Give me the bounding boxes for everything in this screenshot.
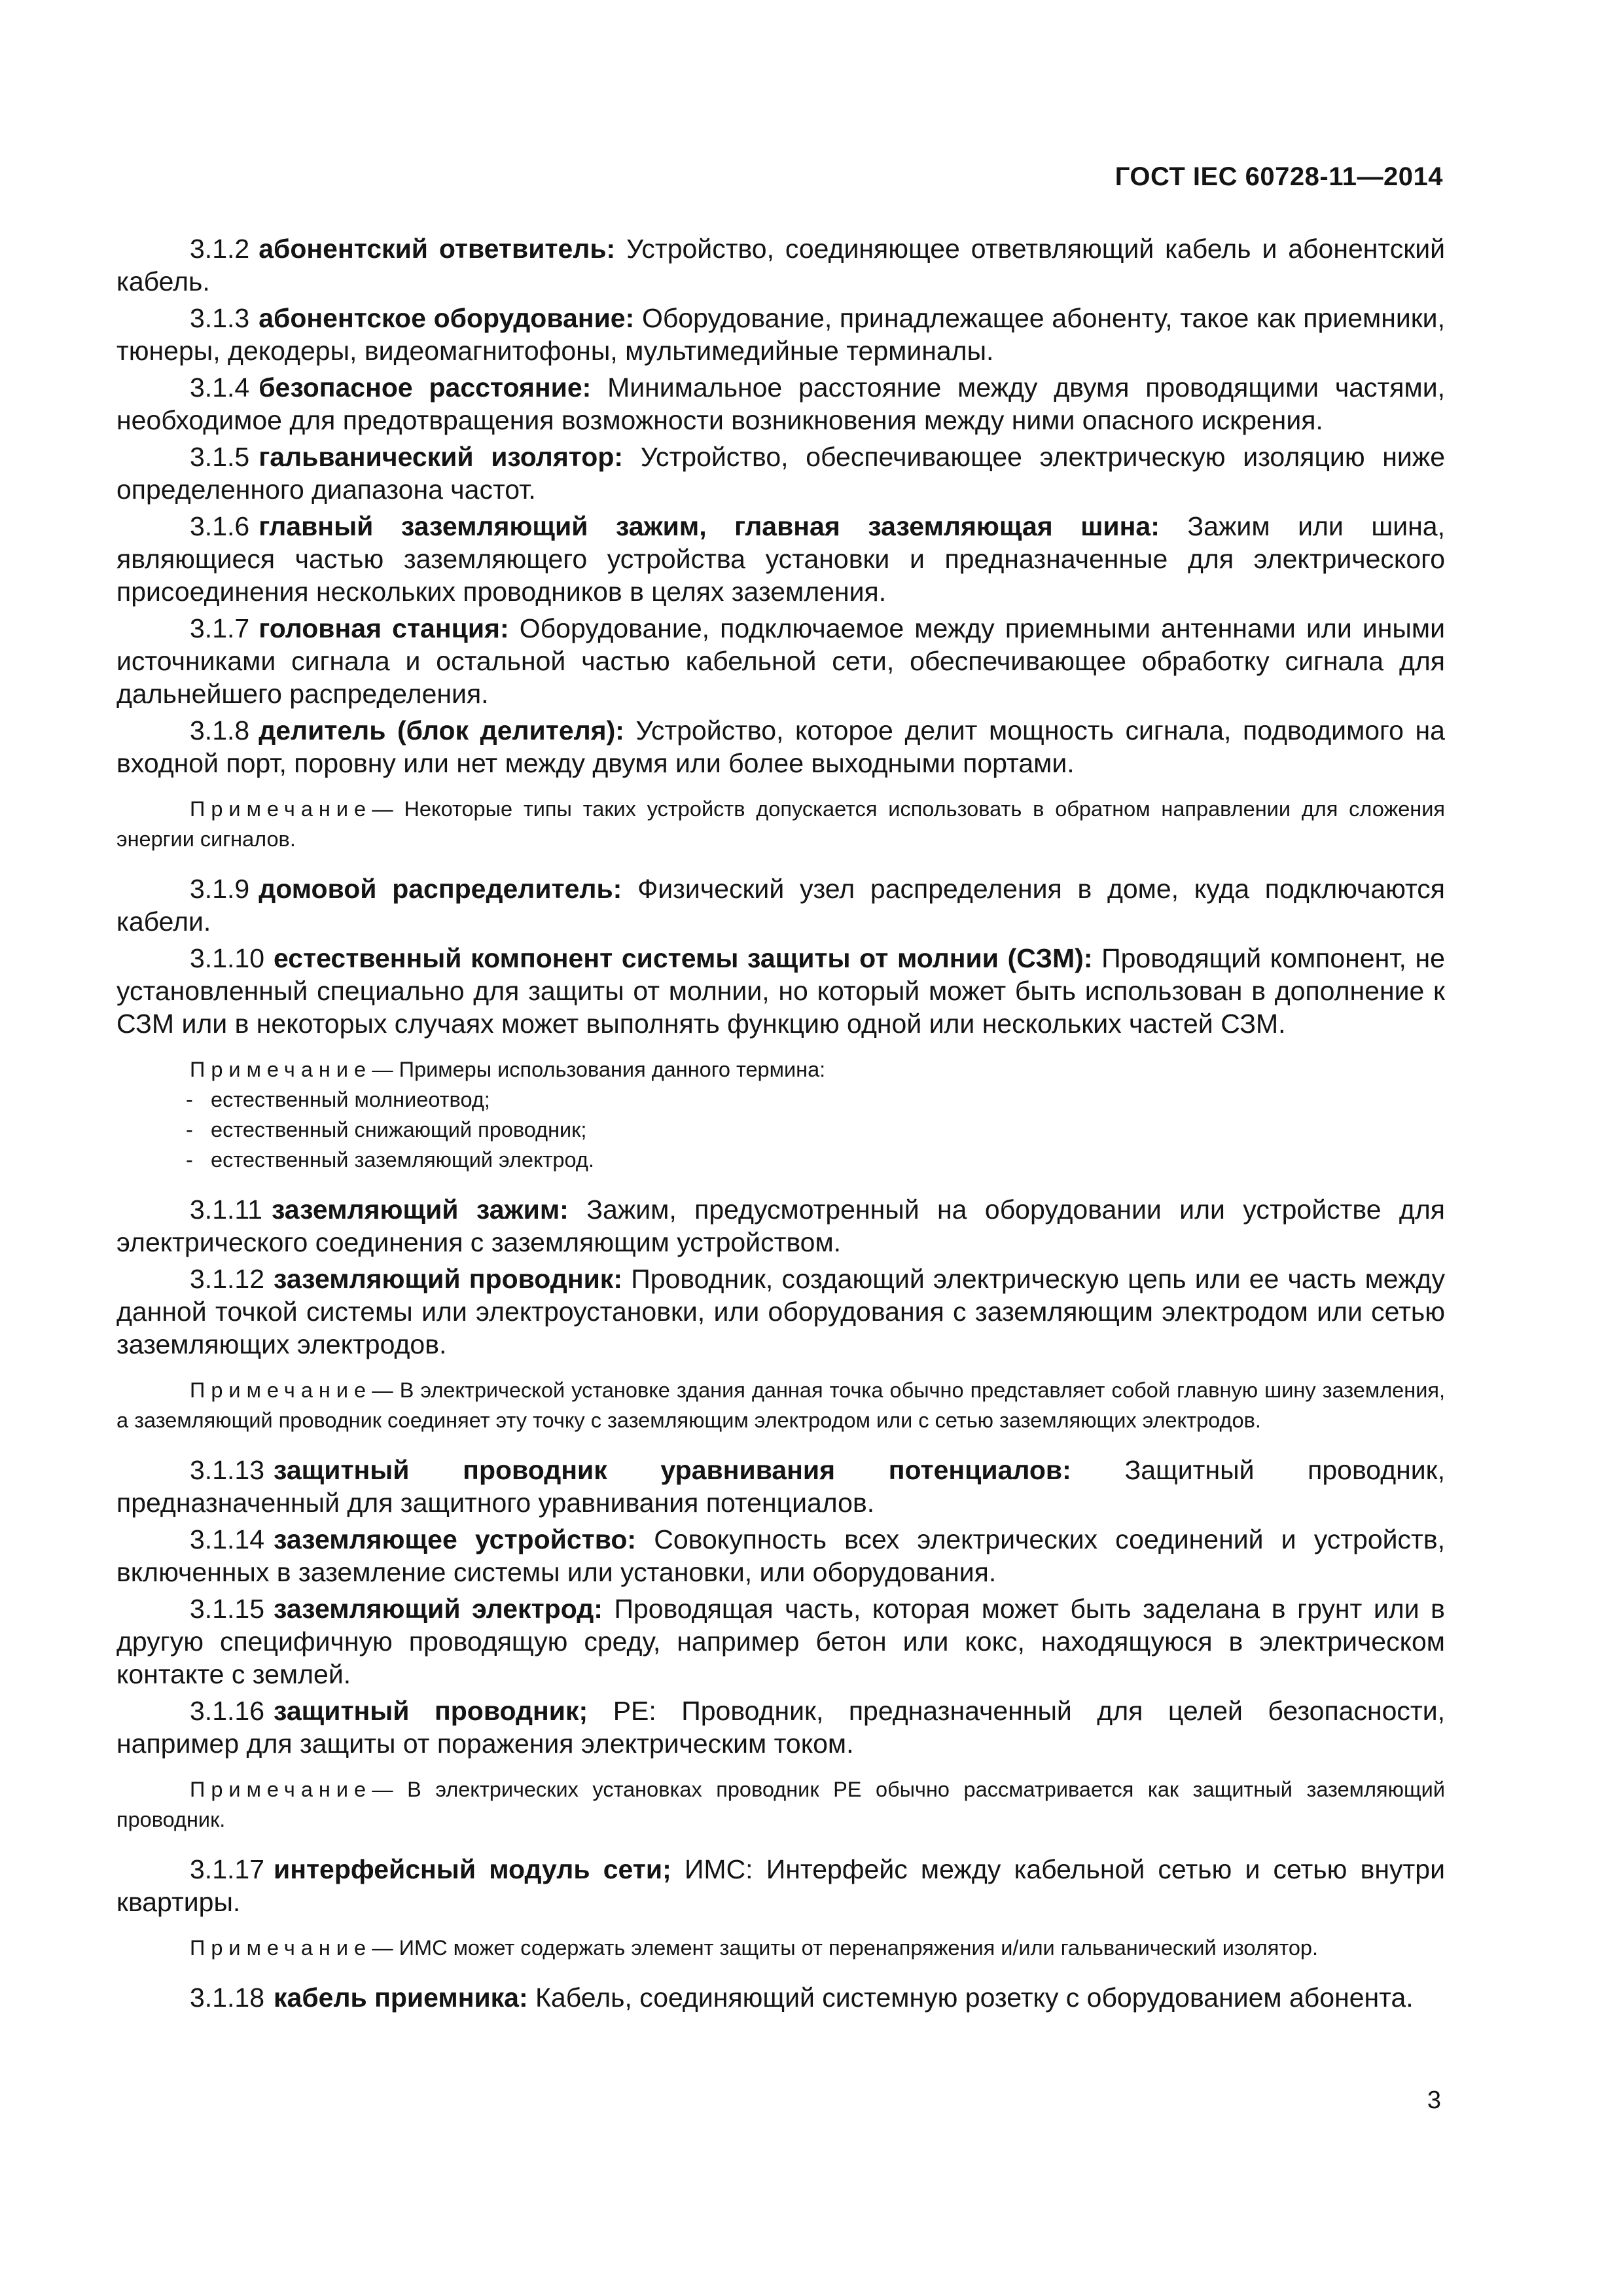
term-name: защитный проводник; [274, 1696, 588, 1726]
term-number: 3.1.4 [190, 372, 250, 403]
note-text: — В электрических установках проводник PE обычно рассматривается как защитный заземляющий проводник. [116, 1778, 1445, 1831]
term-definition: Совокупность всех электрических соединений и устройств, включенных в заземление системы или установки, или оборудования. [116, 1524, 1445, 1587]
term-entry [116, 1193, 1445, 1259]
term-definition: Зажим или шина, являющиеся частью заземляющего устройства установки и предназначенные для электрического присоединения нескольких проводников в целях заземления. [116, 511, 1445, 607]
note-text: — ИМС может содержать элемент защиты от перенапряжения и/или гальванический изолятор. [372, 1936, 1319, 1960]
term-name: абонентское оборудование: [259, 303, 635, 333]
term-definition: Физический узел распределения в доме, куда подключаются кабели. [116, 874, 1445, 937]
note-label: Примечание [190, 1378, 372, 1402]
term-entry [116, 872, 1445, 938]
document-header: ГОСТ IEC 60728-11—2014 [1115, 162, 1443, 191]
document-body [116, 232, 1445, 2018]
term-entry [116, 1454, 1445, 1519]
term-number: 3.1.5 [190, 442, 250, 472]
note [116, 1375, 1445, 1435]
note-label: Примечание [190, 1778, 372, 1801]
note-with-list [116, 1054, 1445, 1175]
note [116, 1774, 1445, 1835]
term-entry [116, 612, 1445, 710]
term-definition: Проводящий компонент, не установленный специально для защиты от молнии, но который может быть использован в дополнение к СЗМ или в некоторых случаях может выполнять функцию одной или нескольких частей СЗМ. [116, 943, 1445, 1039]
note [116, 794, 1445, 854]
term-number: 3.1.14 [190, 1524, 264, 1554]
term-number: 3.1.3 [190, 303, 250, 333]
term-entry [116, 1853, 1445, 1918]
term-group-b [116, 872, 1445, 1040]
term-definition: Оборудование, подключаемое между приемными антеннами или иными источниками сигнала и остальной частью кабельной сети, обеспечивающее обработку сигнала для дальнейшего распределения. [116, 613, 1445, 709]
term-name: заземляющий зажим: [271, 1194, 569, 1225]
term-definition: Устройство, соединяющее ответвляющий кабель и абонентский кабель. [116, 234, 1445, 296]
term-number: 3.1.15 [190, 1594, 264, 1624]
term-entry [116, 302, 1445, 367]
note-label: Примечание [190, 1936, 372, 1960]
term-number: 3.1.13 [190, 1455, 264, 1485]
term-entry [116, 1981, 1445, 2014]
term-group-f [116, 1981, 1445, 2014]
term-name: защитный проводник уравнивания потенциалов: [274, 1455, 1071, 1485]
term-group-a [116, 232, 1445, 780]
note-label: Примечание [190, 797, 372, 821]
term-name: гальванический изолятор: [259, 442, 624, 472]
term-name: абонентский ответвитель: [259, 234, 616, 264]
term-entry [116, 510, 1445, 608]
term-name: заземляющее устройство: [274, 1524, 637, 1554]
note-text: — Примеры использования данного термина: [372, 1058, 826, 1081]
term-number: 3.1.10 [190, 943, 264, 973]
note-list [116, 1085, 1445, 1175]
term-name: кабель приемника: [274, 1982, 528, 2013]
term-name: заземляющий электрод: [274, 1594, 603, 1624]
term-number: 3.1.6 [190, 511, 250, 541]
term-entry [116, 440, 1445, 506]
note-list-item: - естественный молниеотвод; [186, 1088, 490, 1111]
term-definition: Устройство, обеспечивающее электрическую изоляцию ниже определенного диапазона частот. [116, 442, 1445, 505]
term-entry [116, 232, 1445, 298]
term-definition: Оборудование, принадлежащее абоненту, такое как приемники, тюнеры, декодеры, видеомагнитофоны, мультимедийные терминалы. [116, 303, 1445, 366]
term-number: 3.1.8 [190, 715, 250, 745]
term-name: интерфейсный модуль сети; [274, 1854, 671, 1884]
note-list-item: - естественный снижающий проводник; [186, 1118, 587, 1141]
term-definition: Устройство, которое делит мощность сигнала, подводимого на входной порт, поровну или нет между двумя или более выходными портами. [116, 715, 1445, 778]
term-number: 3.1.7 [190, 613, 250, 643]
term-name: головная станция: [259, 613, 509, 643]
term-group-c [116, 1193, 1445, 1361]
term-entry [116, 1523, 1445, 1588]
term-definition: Кабель, соединяющий системную розетку с оборудованием абонента. [535, 1982, 1414, 2013]
term-name: безопасное расстояние: [259, 372, 592, 403]
note-list-item: - естественный заземляющий электрод. [186, 1148, 594, 1172]
term-definition: Проводник, создающий электрическую цепь или ее часть между данной точкой системы или электроустановки, или оборудования с заземляющим электродом или сетью заземляющих электродов. [116, 1264, 1445, 1359]
term-name: главный заземляющий зажим, главная заземляющая шина: [259, 511, 1160, 541]
term-group-e [116, 1853, 1445, 1918]
term-name: заземляющий проводник: [274, 1264, 622, 1294]
term-entry [116, 1695, 1445, 1760]
term-entry [116, 942, 1445, 1040]
term-definition: ИМС: Интерфейс между кабельной сетью и сетью внутри квартиры. [116, 1854, 1445, 1917]
term-number: 3.1.12 [190, 1264, 264, 1294]
note-text: — В электрической установке здания данная точка обычно представляет собой главную шину заземления, а заземляющий проводник соединяет эту точку с заземляющим электродом или с сетью заземляющих электродов. [116, 1378, 1445, 1432]
note [116, 1933, 1445, 1963]
term-entry [116, 1592, 1445, 1691]
term-entry [116, 1263, 1445, 1361]
term-definition: Защитный проводник, предназначенный для защитного уравнивания потенциалов. [116, 1455, 1445, 1518]
term-name: домовой распределитель: [259, 874, 622, 904]
page-number: 3 [1427, 2087, 1441, 2114]
term-definition: Проводящая часть, которая может быть заделана в грунт или в другую специфичную проводящую среду, например бетон или кокс, находящуюся в электрическом контакте с землей. [116, 1594, 1445, 1689]
term-entry [116, 371, 1445, 437]
note-label: Примечание [190, 1058, 372, 1081]
term-definition: PE: Проводник, предназначенный для целей безопасности, например для защиты от поражения электрическим током. [116, 1696, 1445, 1759]
term-number: 3.1.16 [190, 1696, 264, 1726]
term-number: 3.1.2 [190, 234, 250, 264]
term-number: 3.1.18 [190, 1982, 264, 2013]
term-entry [116, 714, 1445, 780]
term-definition: Минимальное расстояние между двумя проводящими частями, необходимое для предотвращения возможности возникновения между ними опасного искрения. [116, 372, 1445, 435]
term-group-d [116, 1454, 1445, 1760]
term-number: 3.1.17 [190, 1854, 264, 1884]
term-number: 3.1.9 [190, 874, 250, 904]
term-name: естественный компонент системы защиты от молнии (СЗМ): [274, 943, 1093, 973]
note-text: — Некоторые типы таких устройств допускается использовать в обратном направлении для сложения энергии сигналов. [116, 797, 1445, 851]
term-number: 3.1.11 [190, 1194, 262, 1225]
term-name: делитель (блок делителя): [259, 715, 624, 745]
term-definition: Зажим, предусмотренный на оборудовании или устройстве для электрического соединения с заземляющим устройством. [116, 1194, 1445, 1257]
